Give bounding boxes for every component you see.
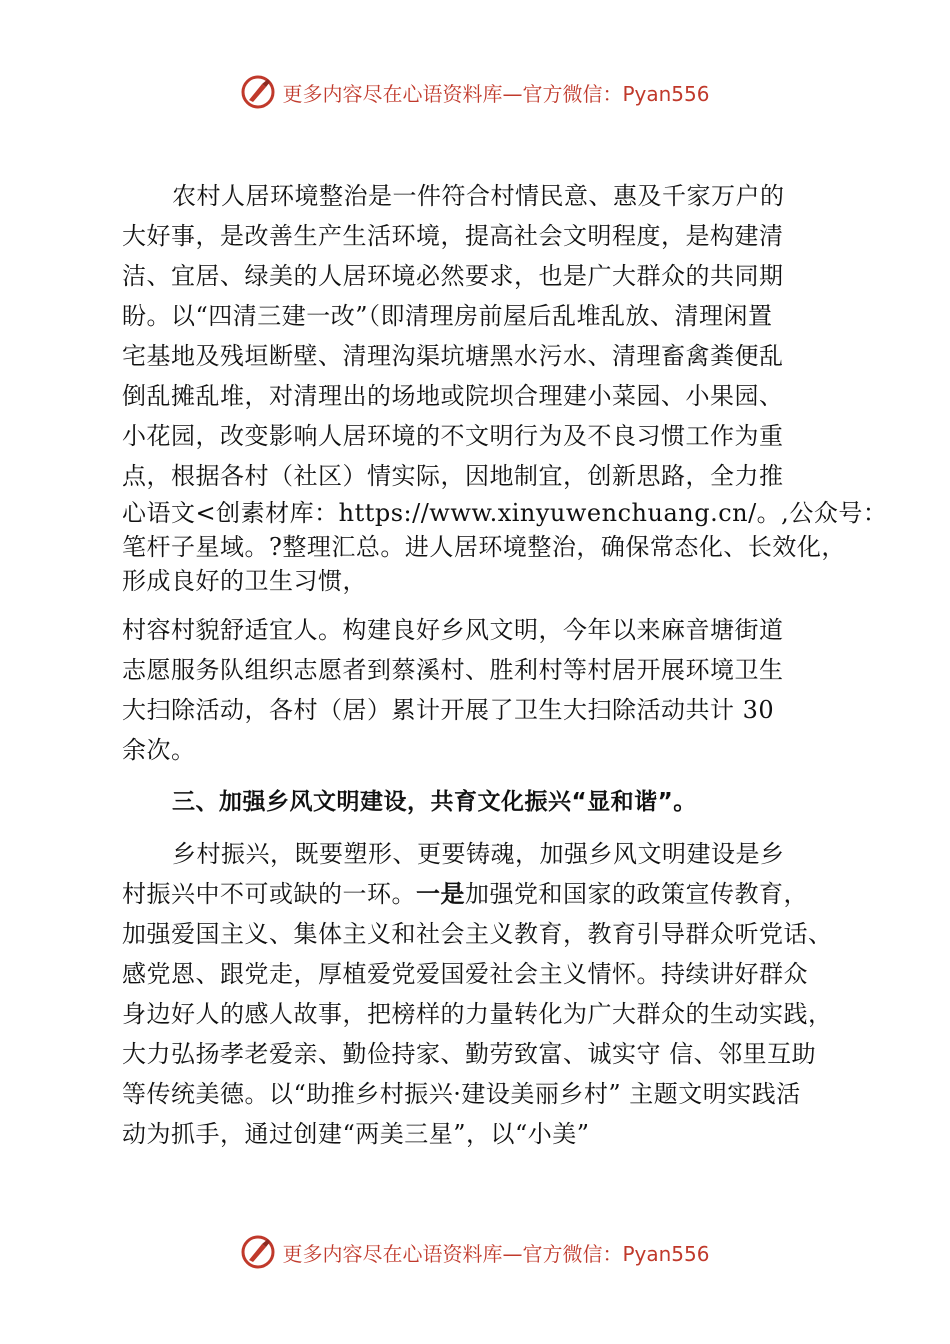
text-line: 洁、宜居、绿美的人居环境必然要求，也是广大群众的共同期 xyxy=(122,262,784,290)
text-line: 大好事，是改善生产生活环境，提高社会文明程度，是构建清 xyxy=(122,222,784,250)
text-line: 动为抓手，通过创建“两美三星”，以“小美” xyxy=(122,1120,590,1148)
brush-logo-icon xyxy=(240,74,276,110)
text-line: 倒乱摊乱堆，对清理出的场地或院坝合理建小菜园、小果园、 xyxy=(122,382,784,410)
footer-banner xyxy=(0,1232,950,1272)
text-line: 身边好人的感人故事，把榜样的力量转化为广大群众的生动实践， xyxy=(122,1000,833,1028)
document-body xyxy=(122,176,888,1154)
text-line: 村容村貌舒适宜人。构建良好乡风文明，今年以来麻音塘街道 xyxy=(122,616,784,644)
paragraph-2 xyxy=(122,610,842,770)
text-line: 形成良好的卫生习惯， xyxy=(122,567,367,595)
text-line: 志愿服务队组织志愿者到蔡溪村、胜利村等村居开展环境卫生 xyxy=(122,656,784,684)
text-line: 心语文<创素材库：https://www.xinyuwenchuang.cn/。,公众号： xyxy=(122,499,888,527)
text-line: 小花园，改变影响人居环境的不文明行为及不良习惯工作为重 xyxy=(122,422,784,450)
text-line: 大力弘扬孝老爱亲、勤俭持家、勤劳致富、诚实守 信、邻里互助 xyxy=(122,1040,817,1068)
text-line xyxy=(122,874,842,914)
text-line: 感党恩、跟党走，厚植爱党爱国爱社会主义情怀。持续讲好群众 xyxy=(122,960,808,988)
brush-logo-icon xyxy=(240,1234,276,1270)
header-banner xyxy=(0,72,950,112)
text-segment: 加强党和国家的政策宣传教育， xyxy=(465,880,808,908)
text-line: 点，根据各村（社区）情实际，因地制宜，创新思路，全力推 xyxy=(122,462,784,490)
banner-text: 更多内容尽在心语资料库—官方微信：Pyan556 xyxy=(282,81,710,106)
text-line: 加强爱国主义、集体主义和社会主义教育，教育引导群众听党话、 xyxy=(122,920,833,948)
text-line: 乡村振兴，既要塑形、更要铸魂，加强乡风文明建设是乡 xyxy=(172,840,785,868)
paragraph-1 xyxy=(122,176,842,496)
text-line: 宅基地及残垣断壁、清理沟渠坑塘黑水污水、清理畜禽粪便乱 xyxy=(122,342,784,370)
text-line: 余次。 xyxy=(122,736,196,764)
bold-lead-text: 一是 xyxy=(416,880,465,908)
text-line: 大扫除活动，各村（居）累计开展了卫生大扫除活动共计 30 xyxy=(122,696,775,724)
paragraph-3 xyxy=(122,834,842,1154)
text-segment: 村振兴中不可或缺的一环。 xyxy=(122,880,416,908)
text-line: 笔杆子星域。?整理汇总。进人居环境整治，确保常态化、长效化， xyxy=(122,533,846,561)
text-line: 农村人居环境整治是一件符合村情民意、惠及千家万户的 xyxy=(172,182,785,210)
inserted-notice xyxy=(122,496,888,598)
section-heading: 三、加强乡风文明建设，共育文化振兴“显和谐”。 xyxy=(172,789,697,815)
text-line: 等传统美德。以“助推乡村振兴·建设美丽乡村” 主题文明实践活 xyxy=(122,1080,801,1108)
banner-text: 更多内容尽在心语资料库—官方微信：Pyan556 xyxy=(282,1241,710,1266)
text-line: 盼。以“四清三建一改”（即清理房前屋后乱堆乱放、清理闲置 xyxy=(122,302,773,330)
